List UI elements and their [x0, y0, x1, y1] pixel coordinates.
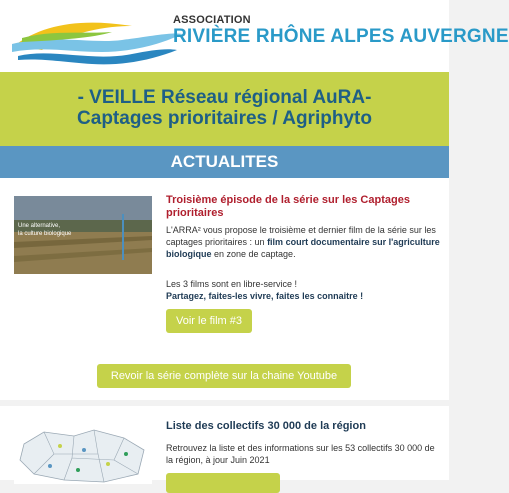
banner-title-line1: - VEILLE Réseau régional AuRA- — [77, 87, 372, 108]
region-map-image[interactable] — [14, 424, 152, 484]
veille-banner — [0, 72, 449, 146]
section-header — [0, 146, 449, 178]
share-text: Partagez, faites-les vivre, faites les connaitre ! — [166, 291, 364, 301]
article-2-body: Retrouvez la liste et des informations sur les 53 collectifs 30 000 de la région, à jour Juin 2021 — [166, 443, 435, 465]
banner-title — [0, 87, 449, 129]
association-logo — [12, 4, 182, 68]
watch-film-button[interactable]: Voir le film #3 — [166, 309, 252, 333]
collectifs-button[interactable] — [166, 473, 280, 493]
article-title[interactable]: Troisième épisode de la série sur les Captages prioritaires — [166, 194, 410, 219]
organization-name: RIVIÈRE RHÔNE ALPES AUVERGNE — [173, 26, 509, 47]
association-label: ASSOCIATION — [173, 14, 251, 26]
article-body-highlight: film court documentaire sur l'agriculture biologique — [166, 237, 440, 259]
banner-title-line2: Captages prioritaires / Agriphyto — [77, 108, 372, 129]
section-title: ACTUALITES — [170, 152, 279, 171]
email-header — [0, 0, 509, 72]
video-thumbnail[interactable] — [14, 196, 152, 274]
article-2-title[interactable]: Liste des collectifs 30 000 de la région — [166, 420, 366, 432]
article-body: L'ARRA² vous propose le troisième et dernier film de la série sur les captages prioritaires : un film court documentaire sur l'agriculture biologique en zone de captage. — [166, 225, 440, 259]
free-access-text: Les 3 films sont en libre-service ! — [166, 279, 298, 289]
thumbnail-caption: Une alternative, la culture biologique — [18, 223, 72, 237]
youtube-series-button[interactable]: Revoir la série complète sur la chaine Youtube — [97, 364, 351, 388]
